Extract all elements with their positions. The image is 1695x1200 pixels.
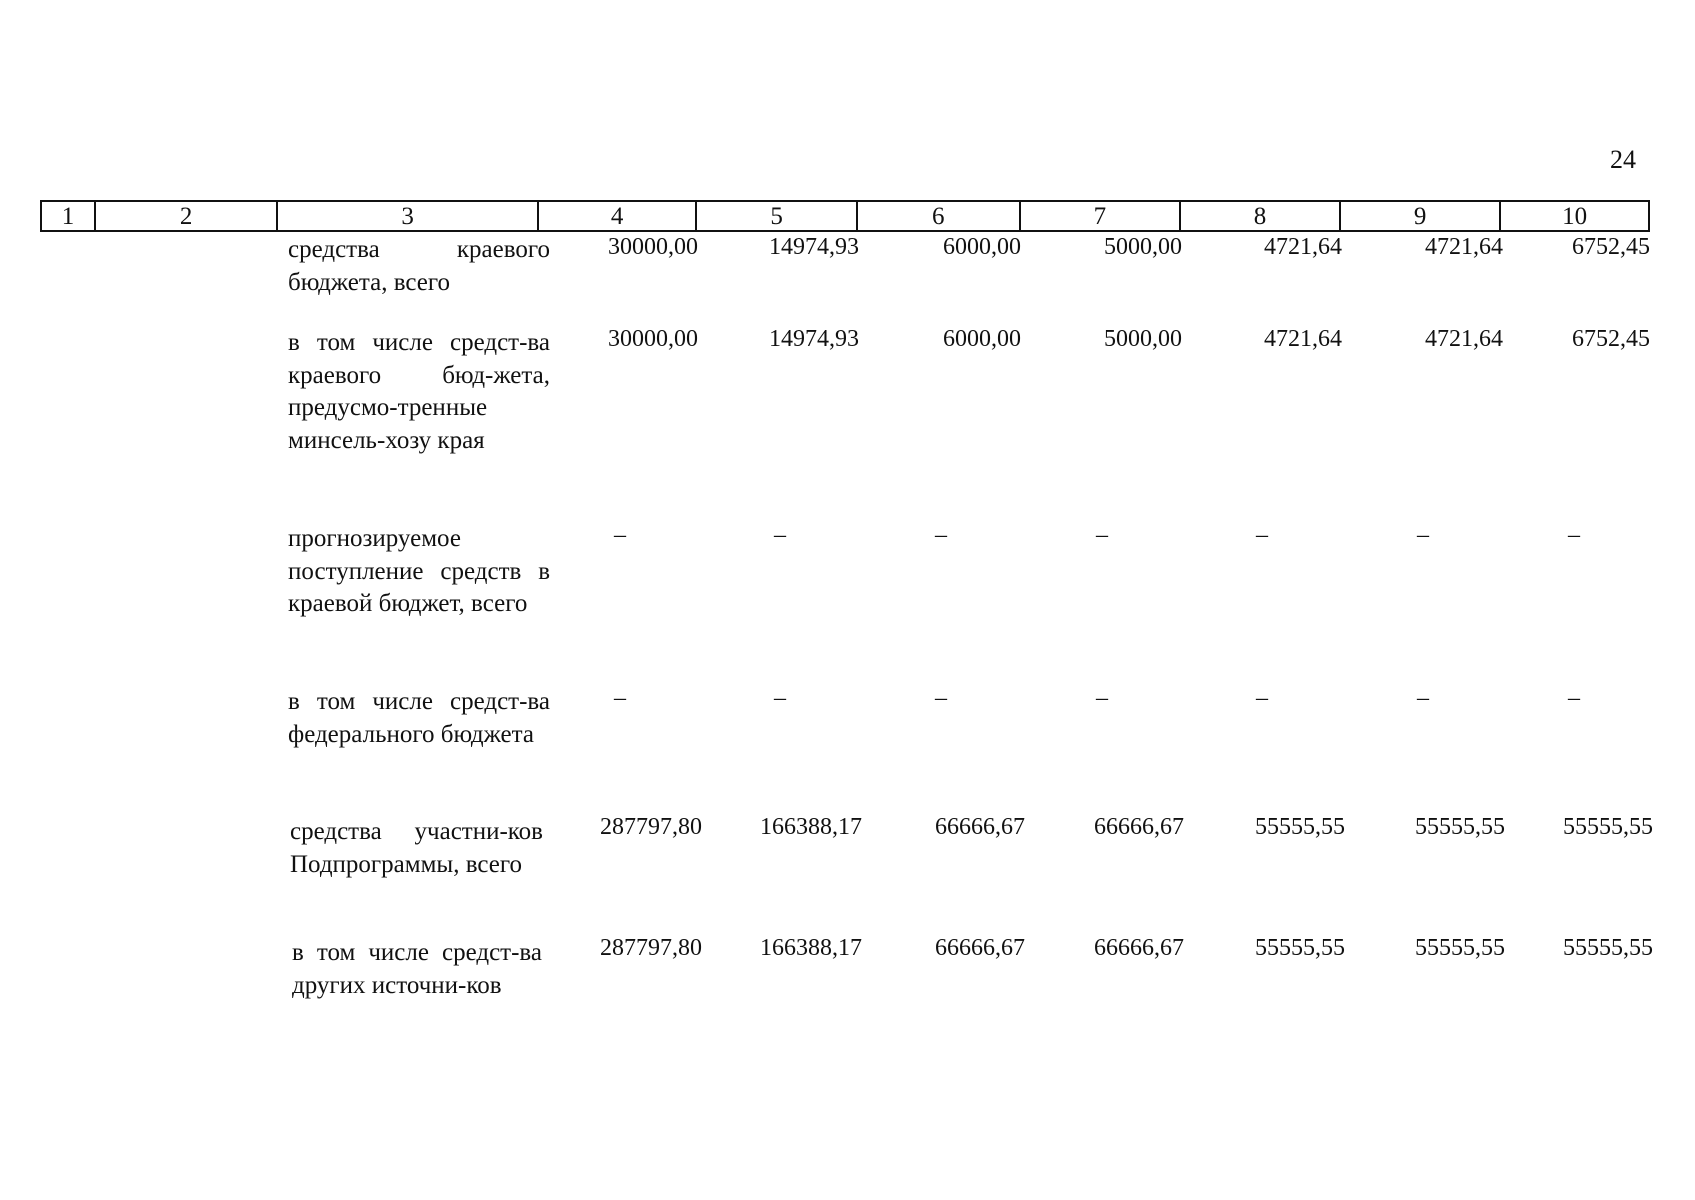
row-6-col-6: 66666,67: [935, 935, 1025, 961]
row-1-col-7: 5000,00: [1104, 234, 1182, 260]
row-2-description: в том числе средст-ва краевого бюд-жета, предусмо-тренные минсель-хозу края: [288, 329, 550, 454]
row-5-col-7: 66666,67: [1094, 814, 1184, 840]
row-6-col-5: 166388,17: [760, 935, 862, 961]
row-2-col-6: 6000,00: [943, 326, 1021, 352]
row-5-col-10: 55555,55: [1563, 814, 1653, 840]
row-1-col-9: 4721,64: [1425, 234, 1503, 260]
row-1-col-5: 14974,93: [769, 234, 859, 260]
header-col-1: 1: [42, 202, 96, 230]
page-number: 24: [1610, 145, 1636, 174]
row-2-col-8: 4721,64: [1264, 326, 1342, 352]
row-4-col-8: –: [1256, 685, 1268, 711]
row-2-col-9: 4721,64: [1425, 326, 1503, 352]
row-4-col-6: –: [935, 685, 947, 711]
header-col-3: 3: [278, 202, 538, 230]
row-1-col-10: 6752,45: [1572, 234, 1650, 260]
row-5-col-8: 55555,55: [1255, 814, 1345, 840]
header-col-9: 9: [1341, 202, 1502, 230]
row-3-col-5: –: [774, 522, 786, 548]
row-1-description: средства краевого бюджета, всего: [288, 236, 550, 296]
row-1-col-6: 6000,00: [943, 234, 1021, 260]
row-6-col-10: 55555,55: [1563, 935, 1653, 961]
header-col-5: 5: [697, 202, 858, 230]
row-6-col-9: 55555,55: [1415, 935, 1505, 961]
row-3-col-6: –: [935, 522, 947, 548]
header-col-10: 10: [1562, 203, 1588, 230]
row-3-col-10: –: [1568, 522, 1580, 548]
header-col-7: 7: [1021, 202, 1182, 230]
row-2-col-5: 14974,93: [769, 326, 859, 352]
header-col-4: 4: [539, 202, 698, 230]
row-3-col-4: –: [614, 522, 626, 548]
row-6-col-7: 66666,67: [1094, 935, 1184, 961]
row-5-col-6: 66666,67: [935, 814, 1025, 840]
row-3-col-9: –: [1417, 522, 1429, 548]
row-2-col-10: 6752,45: [1572, 326, 1650, 352]
row-2-col-4: 30000,00: [608, 326, 698, 352]
row-5-col-4: 287797,80: [600, 814, 702, 840]
row-5-description: средства участни-ков Подпрограммы, всего: [290, 818, 543, 878]
row-4-col-5: –: [774, 685, 786, 711]
row-3-description: прогнозируемое поступление средств в краевой бюджет, всего: [288, 525, 550, 617]
header-col-8: 8: [1181, 202, 1341, 230]
row-2-col-7: 5000,00: [1104, 326, 1182, 352]
row-5-col-9: 55555,55: [1415, 814, 1505, 840]
row-6-col-4: 287797,80: [600, 935, 702, 961]
table-header-row: [40, 200, 1650, 232]
header-col-2: 2: [96, 202, 279, 230]
row-4-col-9: –: [1417, 685, 1429, 711]
header-col-6: 6: [858, 202, 1021, 230]
row-4-col-10: –: [1568, 685, 1580, 711]
row-1-col-8: 4721,64: [1264, 234, 1342, 260]
row-6-description: в том числе средст-ва других источни-ков: [292, 939, 542, 999]
row-3-col-7: –: [1096, 522, 1108, 548]
row-1-col-4: 30000,00: [608, 234, 698, 260]
row-5-col-5: 166388,17: [760, 814, 862, 840]
row-4-col-4: –: [614, 685, 626, 711]
row-4-description: в том числе средст-ва федерального бюджета: [288, 688, 550, 748]
row-3-col-8: –: [1256, 522, 1268, 548]
row-4-col-7: –: [1096, 685, 1108, 711]
row-6-col-8: 55555,55: [1255, 935, 1345, 961]
